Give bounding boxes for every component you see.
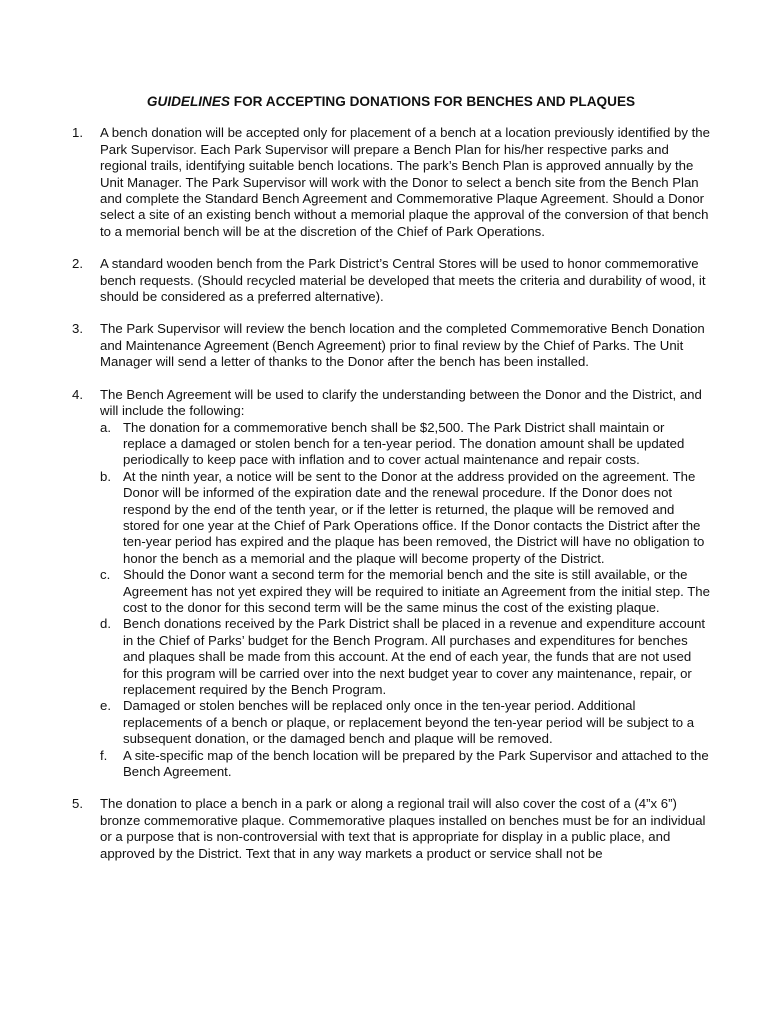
sub-item-letter: f. [100, 747, 108, 763]
list-item [72, 321, 710, 370]
list-item [72, 796, 710, 862]
sub-item-text: A site-specific map of the bench location will be prepared by the Park Supervisor and attached to the Bench Agreement. [123, 747, 709, 780]
document-title [72, 94, 710, 110]
item-text: The donation to place a bench in a park or along a regional trail will also cover the cost of a (4”x 6”) bronze commemorative plaque. Commemorative plaques installed on benches must be for an individual or a purpose that is non-controversial with text that is appropriate for display in a public place, and approved by the District. Text that in any way markets a product or service shall not be [100, 796, 706, 861]
item-number: 3. [72, 321, 83, 337]
sub-item-letter: a. [100, 419, 111, 435]
sub-item-text: The donation for a commemorative bench shall be $2,500. The Park District shall maintain or replace a damaged or stolen bench for a ten-year period. The donation amount shall be updated periodically to keep pace with inflation and to cover actual maintenance and repair costs. [123, 419, 685, 468]
sub-item-text: Should the Donor want a second term for the memorial bench and the site is still available, or the Agreement has not yet expired they will be required to initiate an Agreement from the initial step. The cost to the donor for this second term will be the same minus the cost of the existing plaque. [123, 567, 710, 615]
sub-item [100, 616, 710, 698]
item-number: 2. [72, 256, 83, 272]
sub-item [100, 698, 710, 747]
sub-item-text: Bench donations received by the Park District shall be placed in a revenue and expenditure account in the Chief of Parks’ budget for the Bench Program. All purchases and expenditures for benches and plaques shall be made from this account. At the end of each year, the funds that are not used for this program will be carried over into the next budget year to cover any maintenance, repair, or replacement required by the Bench Program. [123, 616, 706, 697]
agreement-sublist [100, 420, 710, 781]
item-text: A standard wooden bench from the Park District’s Central Stores will be used to honor commemorative bench requests. (Should recycled material be developed that meets the criteria and durability of wood, it should be considered as a preferred alternative). [100, 256, 706, 305]
sub-item-letter: c. [100, 567, 111, 583]
title-emphasis: GUIDELINES [146, 94, 231, 109]
item-number: 4. [72, 386, 83, 402]
guidelines-list [72, 125, 710, 862]
sub-item-text: At the ninth year, a notice will be sent to the Donor at the address provided on the agreement. The Donor will be informed of the expiration date and the renewal procedure. If the Donor does not respond by the end of the tenth year, or if the letter is returned, the plaque will be removed and stored for one year at the Chief of Park Operations office. If the Donor contacts the District after the ten-year period has expired and the plaque has been removed, the District will have no obligation to honor the bench as a memorial and the plaque will become property of the District. [123, 468, 705, 566]
sub-item-letter: e. [100, 698, 111, 714]
item-number: 1. [72, 125, 83, 141]
sub-item [100, 469, 710, 567]
list-item [72, 125, 710, 240]
item-text: The Park Supervisor will review the bench location and the completed Commemorative Bench Donation and Maintenance Agreement (Bench Agreement) prior to final review by the Chief of Parks. The Unit Manager will send a letter of thanks to the Donor after the bench has been installed. [100, 321, 705, 370]
sub-item [100, 748, 710, 781]
item-number: 5. [72, 796, 83, 812]
sub-item-letter: d. [100, 616, 111, 632]
sub-item [100, 420, 710, 469]
list-item [72, 256, 710, 305]
item-text: A bench donation will be accepted only for placement of a bench at a location previously identified by the Park Supervisor. Each Park Supervisor will prepare a Bench Plan for his/her respective parks and regional trails, identifying suitable bench locations. The park’s Bench Plan is approved annually by the Unit Manager. The Park Supervisor will work with the Donor to select a bench site from the Bench Plan and complete the Standard Bench Agreement and Commemorative Plaque Agreement. Should a Donor select a site of an existing bench without a memorial plaque the approval of the conversion of that bench to a memorial bench will be at the discretion of the Chief of Park Operations. [100, 125, 710, 239]
sub-item [100, 567, 710, 616]
list-item [72, 387, 710, 781]
sub-item-letter: b. [100, 468, 111, 484]
sub-item-text: Damaged or stolen benches will be replaced only once in the ten-year period. Additional replacements of a bench or plaque, or replacement beyond the ten-year period will be subject to a subsequent donation, or the damaged bench and plaque will be removed. [123, 698, 695, 747]
item-text: The Bench Agreement will be used to clarify the understanding between the Donor and the District, and will include the following: [100, 386, 702, 419]
title-rest: FOR ACCEPTING DONATIONS FOR BENCHES AND PLAQUES [230, 94, 636, 109]
